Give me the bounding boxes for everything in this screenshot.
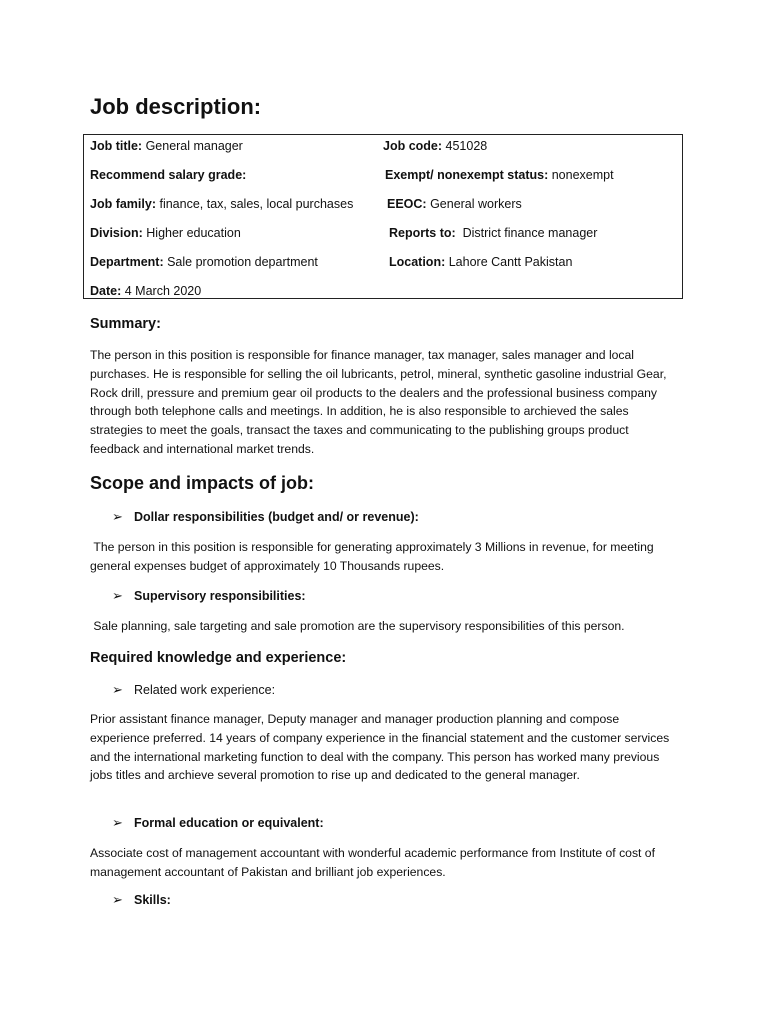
arrow-bullet-icon: ➢ bbox=[112, 892, 123, 907]
job-title-value: General manager bbox=[142, 139, 243, 153]
job-family-label: Job family: bbox=[90, 197, 156, 211]
division-value: Higher education bbox=[142, 226, 241, 240]
supervisory-responsibilities-bullet bbox=[112, 588, 306, 604]
job-family-field bbox=[90, 197, 353, 211]
exempt-status-label: Exempt/ nonexempt status: bbox=[385, 168, 549, 182]
knowledge-heading: Required knowledge and experience: bbox=[90, 650, 347, 666]
location-value: Lahore Cantt Pakistan bbox=[445, 255, 573, 269]
summary-text: The person in this position is responsible for finance manager, tax manager, sales manager and local purchases. He is responsible for selling the oil lubricants, petrol, mineral, synthetic gasoline industrial Gear, Rock drill, pressure and premium gear oil products to the dealers and the professional business company through both telephone calls and meetings. In addition, he is also responsible to archieved the sales strategies to meet the goals, transact the taxes and communicating to the publishing groups product feedback and international market trends. bbox=[90, 348, 667, 456]
division-label: Division: bbox=[90, 226, 143, 240]
date-label: Date: bbox=[90, 284, 122, 298]
page-title: Job description: bbox=[90, 94, 262, 119]
scope-heading: Scope and impacts of job: bbox=[90, 473, 315, 493]
reports-to-field bbox=[389, 226, 597, 240]
work-experience-heading: Related work experience: bbox=[134, 683, 276, 697]
job-code-field bbox=[383, 139, 487, 153]
work-experience-text: Prior assistant finance manager, Deputy manager and manager production planning and compose experience preferred. 14 years of company experience in the financial statement and the customer services and the international marketing function to deal with the company. This person has worked many previous jobs titles and archieve several promotion to rise up and dedicated to the general manager. bbox=[90, 712, 670, 783]
arrow-bullet-icon: ➢ bbox=[112, 815, 123, 830]
arrow-bullet-icon: ➢ bbox=[112, 588, 123, 603]
supervisory-responsibilities-text: Sale planning, sale targeting and sale promotion are the supervisory responsibilities of this person. bbox=[90, 619, 625, 633]
eeoc-field bbox=[387, 197, 522, 211]
formal-education-heading: Formal education or equivalent: bbox=[134, 816, 324, 830]
salary-grade-label: Recommend salary grade: bbox=[90, 168, 247, 182]
reports-to-label: Reports to: bbox=[389, 226, 456, 240]
department-field bbox=[90, 255, 318, 269]
arrow-bullet-icon: ➢ bbox=[112, 509, 123, 524]
date-field bbox=[90, 284, 201, 298]
date-value: 4 March 2020 bbox=[121, 284, 202, 298]
job-title-label: Job title: bbox=[90, 139, 143, 153]
job-family-value: finance, tax, sales, local purchases bbox=[156, 197, 354, 211]
exempt-status-value: nonexempt bbox=[548, 168, 614, 182]
arrow-bullet-icon: ➢ bbox=[112, 682, 123, 697]
job-code-value: 451028 bbox=[442, 139, 488, 153]
division-field bbox=[90, 226, 241, 240]
summary-heading: Summary: bbox=[90, 316, 161, 332]
job-title-field bbox=[90, 139, 243, 153]
dollar-responsibilities-text: The person in this position is responsible for generating approximately 3 Millions in revenue, for meeting general expenses budget of approximately 10 Thousands rupees. bbox=[90, 540, 658, 573]
reports-to-value: District finance manager bbox=[455, 226, 598, 240]
supervisory-responsibilities-heading: Supervisory responsibilities: bbox=[134, 589, 306, 603]
salary-grade-field bbox=[90, 168, 246, 182]
location-label: Location: bbox=[389, 255, 446, 269]
skills-bullet bbox=[112, 892, 171, 908]
department-value: Sale promotion department bbox=[163, 255, 318, 269]
job-info-table bbox=[83, 134, 683, 299]
work-experience-bullet bbox=[112, 682, 275, 698]
skills-heading: Skills: bbox=[134, 893, 171, 907]
job-code-label: Job code: bbox=[383, 139, 443, 153]
eeoc-label: EEOC: bbox=[387, 197, 427, 211]
department-label: Department: bbox=[90, 255, 164, 269]
eeoc-value: General workers bbox=[426, 197, 522, 211]
dollar-responsibilities-heading: Dollar responsibilities (budget and/ or revenue): bbox=[134, 510, 419, 524]
dollar-responsibilities-bullet bbox=[112, 509, 419, 525]
formal-education-text: Associate cost of management accountant with wonderful academic performance from Institute of cost of management accountant of Pakistan and brilliant job experiences. bbox=[90, 846, 655, 879]
formal-education-bullet bbox=[112, 815, 324, 831]
location-field bbox=[389, 255, 572, 269]
exempt-status-field bbox=[385, 168, 614, 182]
